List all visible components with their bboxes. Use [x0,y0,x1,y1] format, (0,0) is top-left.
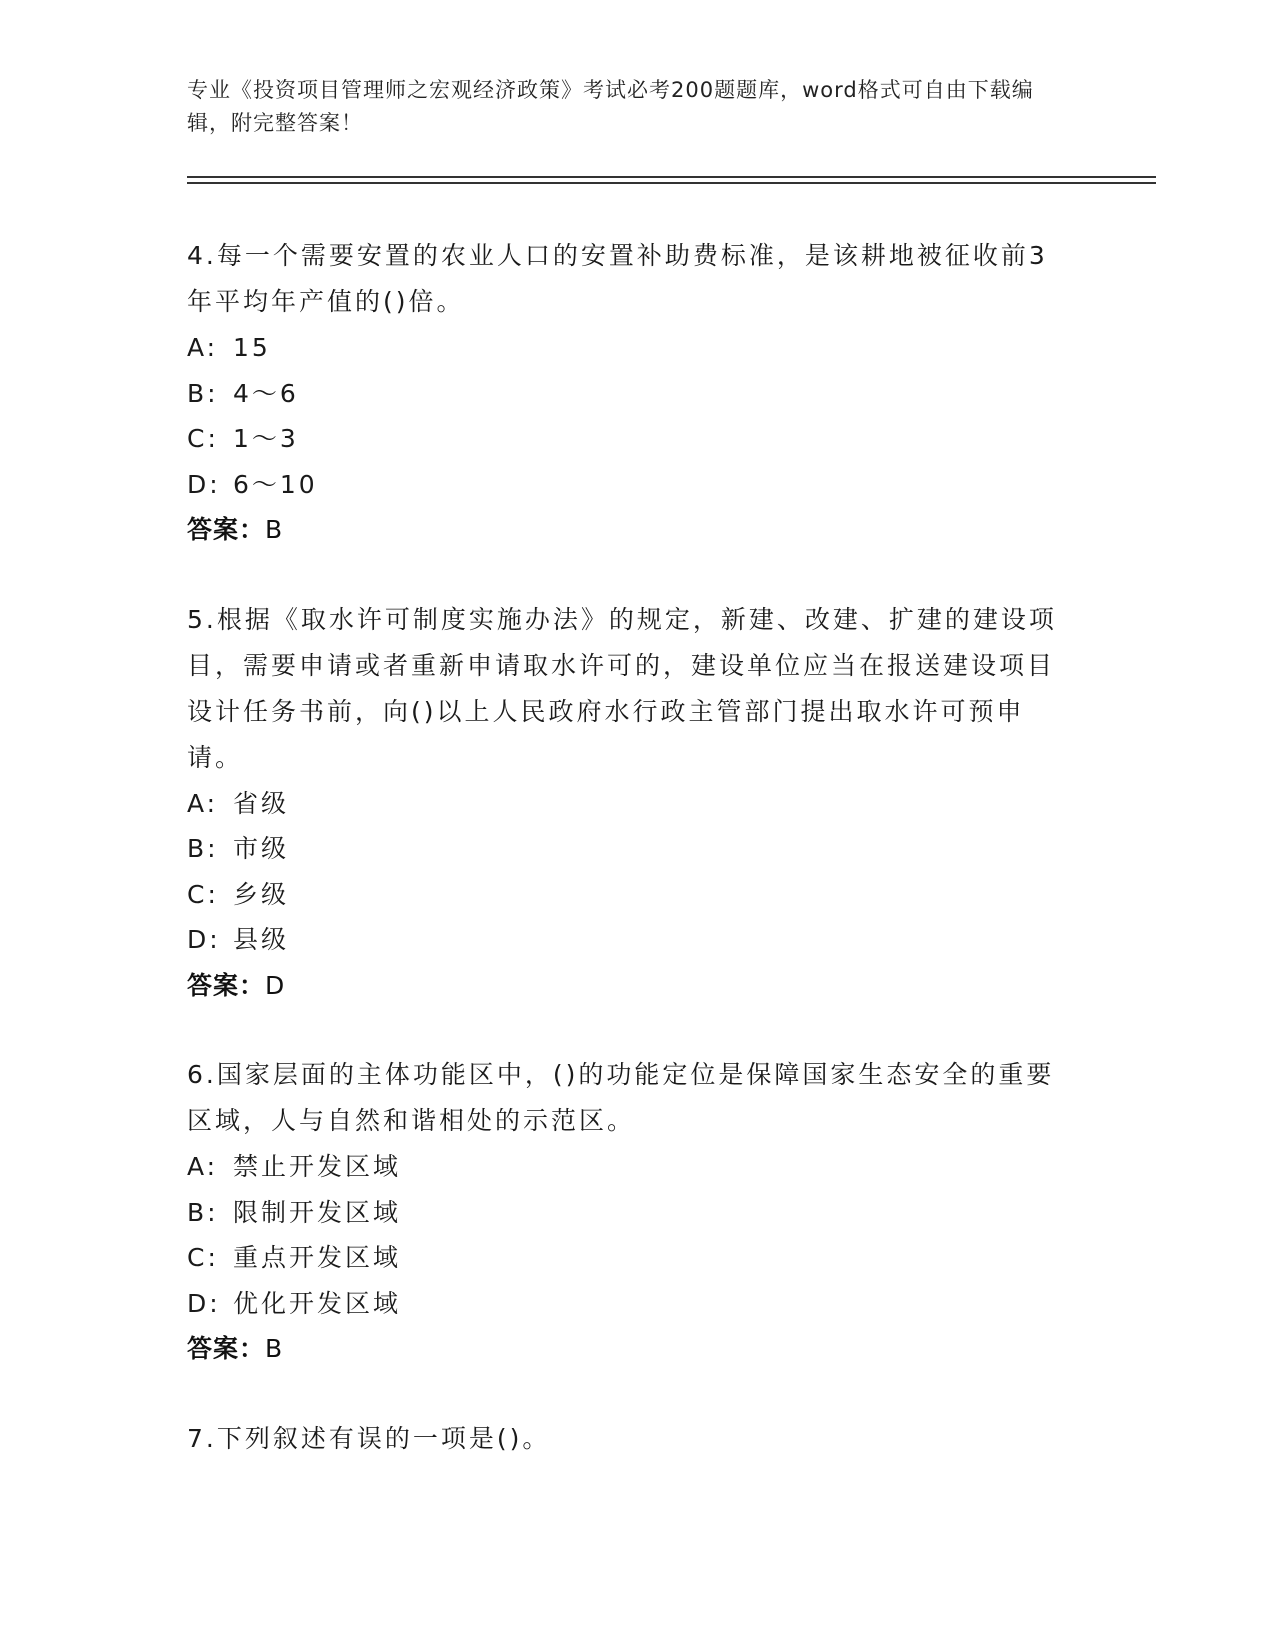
option-letter: D: [187,469,221,499]
option-letter: B: [187,378,219,408]
option-letter: A: [187,788,219,818]
option-text: 乡级 [233,879,290,909]
answer-line [187,507,1067,553]
option-text: 4～6 [233,378,299,408]
question-text: 6.国家层面的主体功能区中，()的功能定位是保障国家生态安全的重要区域，人与自然和谐相处的示范区。 [187,1060,1055,1135]
option-text: 1～3 [233,424,299,453]
option-letter: C: [187,879,219,909]
question-5 [187,597,1067,1009]
option-b [187,371,1067,417]
option-letter: B: [187,834,219,863]
document-header: 专业《投资项目管理师之宏观经济政策》考试必考200题题库，word格式可自由下载编辑，附完整答案！ [187,78,1034,135]
option-d [187,1281,1067,1327]
option-b [187,1190,1067,1236]
option-a [187,325,1067,371]
question-list [187,233,1067,1506]
option-text: 重点开发区域 [233,1243,402,1272]
answer-label: 答案： [187,970,266,1000]
question-7 [187,1416,1067,1462]
option-letter: D: [187,1288,221,1318]
option-text: 市级 [233,834,290,863]
answer-value: B [265,515,284,544]
question-text: 5.根据《取水许可制度实施办法》的规定，新建、改建、扩建的建设项目，需要申请或者重新申请取水许可的，建设单位应当在报送建设项目设计任务书前，向()以上人民政府水行政主管部门提出取水许可预申请。 [187,604,1057,772]
option-a [187,781,1067,827]
question-text: 4.每一个需要安置的农业人口的安置补助费标准，是该耕地被征收前3年平均年产值的()倍。 [187,241,1048,316]
question-4 [187,233,1067,553]
answer-value: B [265,1334,284,1363]
option-b [187,826,1067,872]
option-c [187,1235,1067,1281]
answer-line [187,1326,1067,1372]
question-6 [187,1052,1067,1372]
option-d [187,462,1067,508]
option-d [187,917,1067,963]
option-text: 省级 [233,788,290,818]
option-text: 优化开发区域 [233,1288,402,1318]
option-a [187,1144,1067,1190]
option-letter: B: [187,1197,219,1227]
answer-label: 答案： [187,1334,266,1363]
option-letter: C: [187,1243,219,1272]
option-letter: C: [187,424,219,453]
option-letter: A: [187,1152,219,1181]
option-text: 县级 [233,925,290,954]
option-text: 15 [233,333,271,362]
question-text: 7.下列叙述有误的一项是()。 [187,1423,551,1453]
answer-value: D [265,970,286,1000]
answer-line [187,963,1067,1009]
option-c [187,416,1067,462]
option-text: 限制开发区域 [233,1197,402,1227]
option-letter: D: [187,925,221,954]
option-c [187,872,1067,918]
option-text: 6～10 [233,469,318,499]
option-text: 禁止开发区域 [233,1152,402,1181]
header-rule-bottom [187,182,1156,184]
answer-label: 答案： [187,515,266,544]
option-letter: A: [187,333,219,362]
header-rule-top [187,176,1156,178]
